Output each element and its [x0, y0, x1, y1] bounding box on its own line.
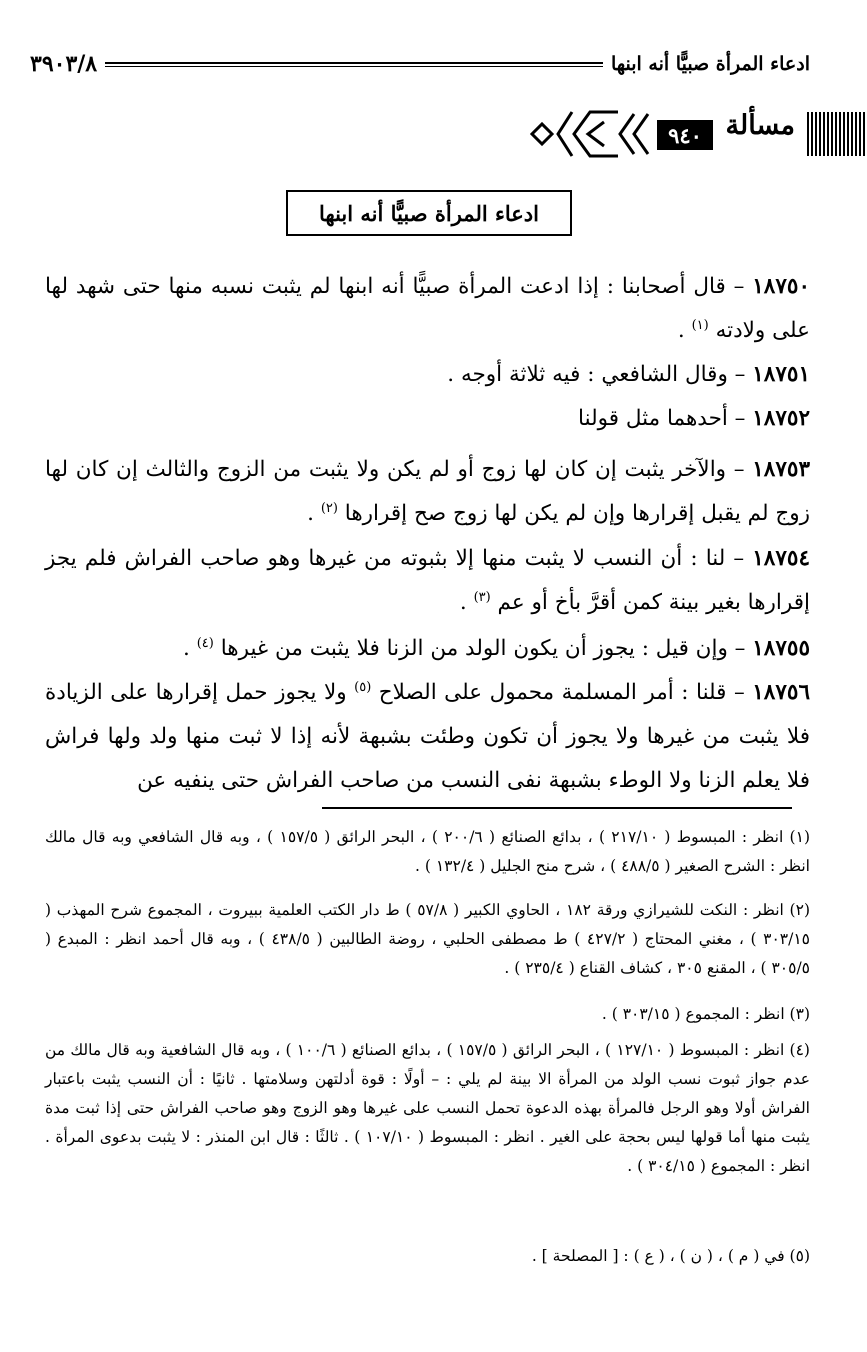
running-title: ادعاء المرأة صبيًّا أنه ابنها [610, 53, 810, 75]
paragraph-text: – وإن قيل : يجوز أن يكون الولد من الزنا فلا يثبت من غيرها [213, 636, 753, 661]
footnote-ref: (٥) [354, 679, 372, 695]
footnote-ref: (٢) [320, 500, 338, 516]
paragraph-number: ١٨٧٥٥ [752, 636, 810, 661]
footnote-ref: (٣) [473, 589, 491, 605]
ornament-icon [530, 108, 650, 160]
masala-banner [520, 108, 865, 160]
paragraph-tail: ولا يجوز حمل إقرارها على الزيادة فلا يثبت من غيرها ولا يجوز أن تكون وطئت بشبهة لأنه إذا لا ثبت منها ولد ولها فراش فلا يعلم الزنا ولا الوطء بشبهة نفى النسب من صاحب الفراش حتى ينفيه عن [45, 680, 810, 793]
paragraph-text: – أحدهما مثل قولنا [578, 406, 753, 431]
paragraph [45, 265, 810, 353]
footnote: (٣) انظر : المجموع ( ٣٠٣/١٥ ) . [601, 1005, 810, 1023]
paragraph-tail: . [183, 636, 197, 661]
paragraph-number: ١٨٧٥٤ [752, 546, 810, 571]
paragraph-text: – قال أصحابنا : إذا ادعت المرأة صبيًّا أنه ابنها لم يثبت نسبه منها حتى شهد لها على ولادته [45, 274, 810, 343]
paragraph-number: ١٨٧٥٦ [752, 680, 810, 705]
masala-label: مسألة [725, 110, 795, 141]
paragraph-number: ١٨٧٥١ [752, 362, 810, 387]
footnote-divider [322, 807, 792, 809]
paragraph-text: – لنا : أن النسب لا يثبت منها إلا بثبوته من غيرها وهو صاحب الفراش فلم يجز إقرارها بغير بينة كمن أقرَّ بأخ أو عم [45, 546, 810, 615]
footnote: (٥) في ( م ) ، ( ن ) ، ( ع ) : [ المصلحة ] . [531, 1247, 810, 1265]
paragraph [45, 397, 810, 441]
page-number: ٣٩٠٣/٨ [30, 51, 98, 77]
section-title: ادعاء المرأة صبيًّا أنه ابنها [286, 190, 572, 236]
paragraph [45, 537, 810, 625]
decorative-bars [807, 112, 865, 156]
footnote: (١) انظر : المبسوط ( ٢١٧/١٠ ) ، بدائع الصنائع ( ٢٠٠/٦ ) ، البحر الرائق ( ١٥٧/٥ ) ، وبه قال الشافعي وبه قال مالك انظر : الشرح الصغير ( ٤٨٨/٥ ) ، شرح منح الجليل ( ١٣٢/٤ ) . [45, 828, 810, 875]
footnote: (٢) انظر : النكت للشيرازي ورقة ١٨٢ ، الحاوي الكبير ( ٥٧/٨ ) ط دار الكتب العلمية ببيروت ، المجموع شرح المهذب ( ٣٠٣/١٥ ) ، مغني المحتاج ( ٤٢٧/٢ ) ط مصطفى الحلبي ، روضة الطالبين ( ٤٣٨/٥ ) ، وبه قال أحمد انظر : المبدع ( ٣٠٥/٥ ) ، المقنع ٣٠٥ ، كشاف القناع ( ٢٣٥/٤ ) . [45, 901, 810, 977]
footnote: (٤) انظر : المبسوط ( ١٢٧/١٠ ) ، البحر الرائق ( ١٥٧/٥ ) ، بدائع الصنائع ( ١٠٠/٦ ) ، وبه قال الشافعية وبه قال مالك من عدم جواز ثبوت نسب الولد من المرأة الا بينة لم يلي : – أولًا : قوة أدلتهن وسلامتها . ثانيًا : أن النسب يثبت باعتبار الفراش أولا وهو الرجل فالمرأة بهذه الدعوة تحمل النسب على غيرها وهو الزوج وهو صاحب الفراش حتى إذا ثبت مدة يثبت منها أما قولها ليس بحجة على الغير . انظر : المبسوط ( ١٠٧/١٠ ) . ثالثًا : قال ابن المنذر : لا يثبت بدعوى المرأة . انظر : المجموع ( ٣٠٤/١٥ ) . [45, 1041, 810, 1175]
paragraph-tail: . [307, 501, 321, 526]
footnote-ref: (٤) [196, 635, 214, 651]
footnote-ref: (١) [691, 317, 709, 333]
running-header [30, 44, 810, 84]
paragraph [45, 353, 810, 397]
paragraph-tail: . [459, 590, 474, 615]
masala-number: ٩٤٠ [657, 120, 713, 150]
paragraph-tail: . [677, 318, 692, 343]
paragraph-number: ١٨٧٥٠ [752, 274, 810, 299]
paragraph-text: – قلنا : أمر المسلمة محمول على الصلاح [371, 680, 753, 705]
paragraph-text: – وقال الشافعي : فيه ثلاثة أوجه . [447, 362, 753, 387]
paragraph-text: – والآخر يثبت إن كان لها زوج أو لم يكن ولا يثبت من الزوج والثالث إن كان لها زوج لم يقبل إقرارها وإن لم يكن لها زوج صح إقرارها [45, 457, 810, 526]
paragraph [45, 448, 810, 536]
paragraph-number: ١٨٧٥٢ [752, 406, 810, 431]
paragraph-number: ١٨٧٥٣ [752, 457, 810, 482]
header-rule [105, 62, 603, 67]
paragraph [45, 671, 810, 803]
paragraph [45, 627, 810, 671]
